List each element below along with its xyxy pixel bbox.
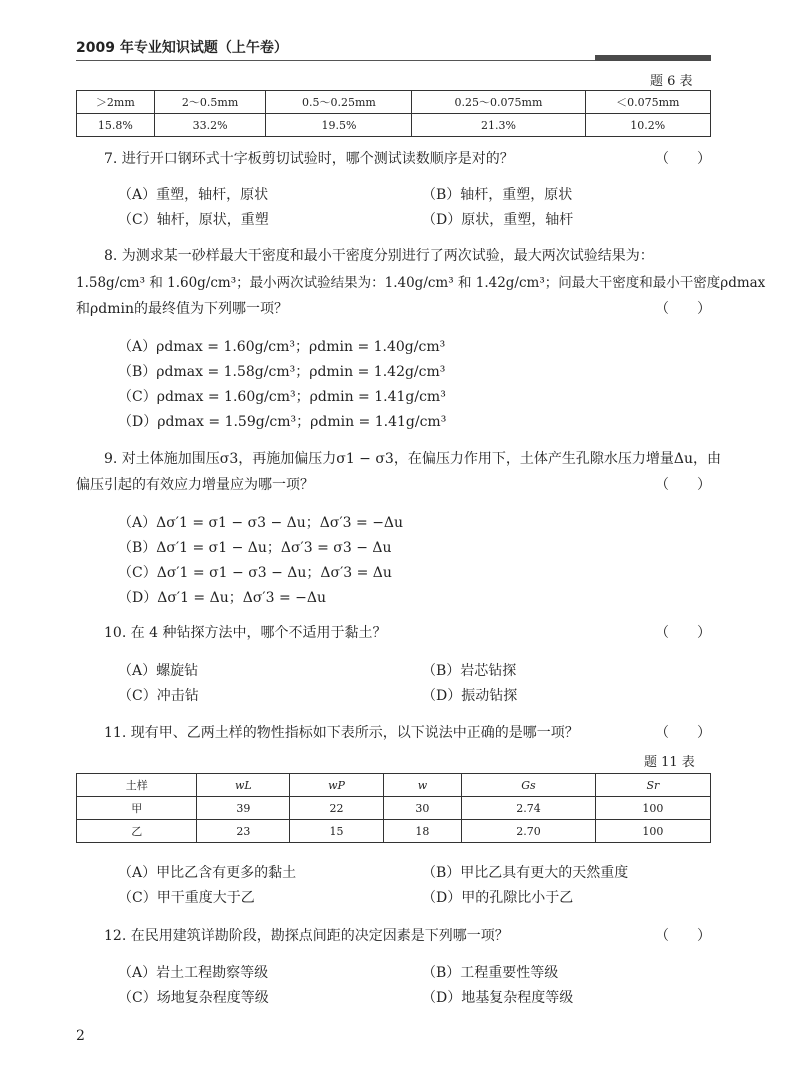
q10-option-d: （D）振动钻探 (422, 688, 518, 704)
q11-option-b: （B）甲比乙具有更大的天然重度 (422, 865, 629, 881)
page-header-title: 2009 年专业知识试题（上午卷） (76, 40, 288, 56)
table6-header-cell: ＞2mm (77, 91, 155, 114)
header-text: wL (235, 778, 252, 792)
table6-value-cell: 21.3% (412, 114, 585, 137)
table6-header-row (77, 91, 711, 114)
table11-cell: 100 (595, 797, 710, 820)
table11-cell: 100 (595, 820, 710, 843)
q9-option-a: （A）Δσ′1 = σ1 − σ3 − Δu；Δσ′3 = −Δu (118, 515, 404, 531)
question-7-stem: 7. 进行开口钢环式十字板剪切试验时，哪个测试读数顺序是对的？ (104, 151, 514, 167)
question-11-stem: 11. 现有甲、乙两土样的物性指标如下表所示，以下说法中正确的是哪一项？ (104, 725, 579, 741)
q12-option-d: （D）地基复杂程度等级 (422, 990, 574, 1006)
q7-option-b: （B）轴杆，重塑，原状 (422, 187, 573, 203)
table11-header-cell (383, 774, 462, 797)
table6-value-cell: 33.2% (154, 114, 266, 137)
table11-header-cell (462, 774, 596, 797)
table11-caption: 题 11 表 (644, 755, 695, 770)
answer-paren: （ ） (655, 625, 711, 641)
table11-header-cell (77, 774, 197, 797)
table11-cell: 23 (197, 820, 290, 843)
table6-value-cell: 19.5% (266, 114, 412, 137)
answer-paren: （ ） (655, 301, 711, 317)
q11-option-c: （C）甲干重度大于乙 (118, 890, 255, 906)
table6-caption: 题 6 表 (650, 74, 693, 89)
table11-header-cell (595, 774, 710, 797)
table11-cell: 乙 (77, 820, 197, 843)
header-text: wP (328, 778, 345, 792)
q8-option-a: （A）ρdmax = 1.60g/cm³；ρdmin = 1.40g/cm³ (118, 339, 446, 355)
question-9-line1: 9. 对土体施加围压σ3，再施加偏压力σ1 − σ3，在偏压力作用下，土体产生孔隙水压力增量Δu，由 (104, 451, 721, 467)
q7-option-d: （D）原状，重塑，轴杆 (422, 212, 574, 228)
table6 (76, 90, 711, 137)
header-text: 土样 (125, 779, 148, 792)
table6-value-cell: 10.2% (585, 114, 710, 137)
table11-cell: 18 (383, 820, 462, 843)
table6-header-cell: 0.5～0.25mm (266, 91, 412, 114)
q12-option-a: （A）岩土工程勘察等级 (118, 965, 269, 981)
q12-option-c: （C）场地复杂程度等级 (118, 990, 269, 1006)
header-rule-bar (595, 55, 711, 61)
answer-paren: （ ） (655, 725, 711, 741)
answer-paren: （ ） (655, 477, 711, 493)
table11-cell: 2.70 (462, 820, 596, 843)
question-10-stem: 10. 在 4 种钻探方法中，哪个不适用于黏土？ (104, 625, 387, 641)
page-number: 2 (76, 1028, 85, 1044)
q8-option-d: （D）ρdmax = 1.59g/cm³；ρdmin = 1.41g/cm³ (118, 414, 447, 430)
table11-header-cell (197, 774, 290, 797)
table11 (76, 773, 711, 843)
q11-option-d: （D）甲的孔隙比小于乙 (422, 890, 574, 906)
header-text: Gs (521, 778, 536, 792)
question-12-stem: 12. 在民用建筑详勘阶段，勘探点间距的决定因素是下列哪一项？ (104, 928, 509, 944)
header-text: w (417, 778, 428, 792)
table6-header-cell: 0.25～0.075mm (412, 91, 585, 114)
question-8-line3: 和ρdmin的最终值为下列哪一项？ (76, 301, 288, 317)
table11-cell: 2.74 (462, 797, 596, 820)
table11-cell: 30 (383, 797, 462, 820)
q10-option-c: （C）冲击钻 (118, 688, 199, 704)
table11-cell: 15 (290, 820, 383, 843)
answer-paren: （ ） (655, 151, 711, 167)
question-9-line2: 偏压引起的有效应力增量应为哪一项？ (76, 477, 314, 493)
q10-option-a: （A）螺旋钻 (118, 663, 199, 679)
q7-option-a: （A）重塑，轴杆，原状 (118, 187, 269, 203)
q8-option-c: （C）ρdmax = 1.60g/cm³；ρdmin = 1.41g/cm³ (118, 389, 446, 405)
table11-cell: 22 (290, 797, 383, 820)
question-8-line1: 8. 为测求某一砂样最大干密度和最小干密度分别进行了两次试验，最大两次试验结果为： (104, 248, 654, 264)
q10-option-b: （B）岩芯钻探 (422, 663, 517, 679)
q12-option-b: （B）工程重要性等级 (422, 965, 559, 981)
table6-header-cell: ＜0.075mm (585, 91, 710, 114)
q11-option-a: （A）甲比乙含有更多的黏土 (118, 865, 297, 881)
table6-value-row (77, 114, 711, 137)
q7-option-c: （C）轴杆，原状，重塑 (118, 212, 269, 228)
q9-option-d: （D）Δσ′1 = Δu；Δσ′3 = −Δu (118, 590, 326, 606)
table11-cell: 甲 (77, 797, 197, 820)
q8-option-b: （B）ρdmax = 1.58g/cm³；ρdmin = 1.42g/cm³ (118, 364, 446, 380)
header-text: Sr (646, 778, 660, 792)
table11-row (77, 820, 711, 843)
table6-header-cell: 2～0.5mm (154, 91, 266, 114)
table11-cell: 39 (197, 797, 290, 820)
table11-header-row (77, 774, 711, 797)
table11-row (77, 797, 711, 820)
answer-paren: （ ） (655, 928, 711, 944)
table11-header-cell (290, 774, 383, 797)
q9-option-c: （C）Δσ′1 = σ1 − σ3 − Δu；Δσ′3 = Δu (118, 565, 392, 581)
q9-option-b: （B）Δσ′1 = σ1 − Δu；Δσ′3 = σ3 − Δu (118, 540, 392, 556)
question-8-line2: 1.58g/cm³ 和 1.60g/cm³；最小两次试验结果为：1.40g/cm³ 和 1.42g/cm³；问最大干密度和最小干密度ρdmax (76, 275, 766, 291)
table6-value-cell: 15.8% (77, 114, 155, 137)
